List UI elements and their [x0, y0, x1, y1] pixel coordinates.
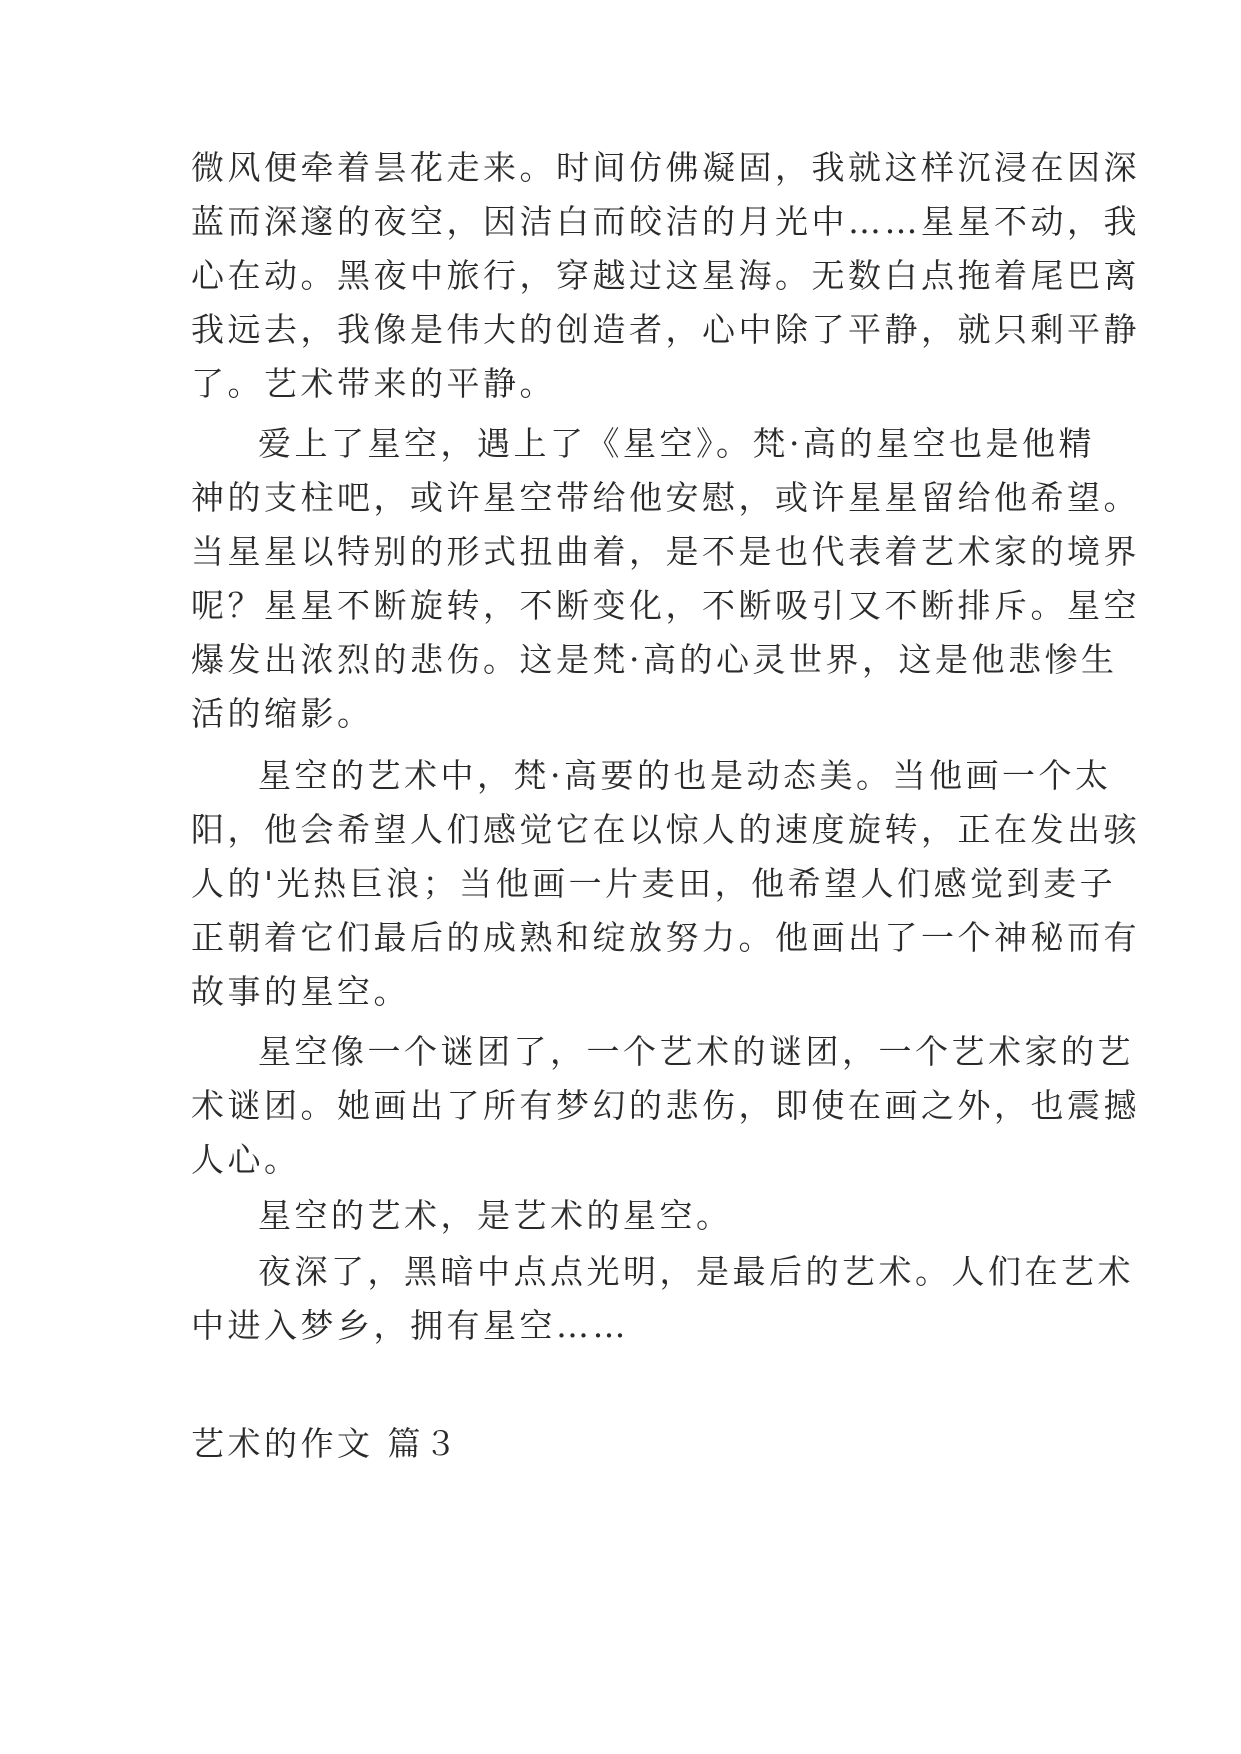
text-line: 神的支柱吧，或许星空带给他安慰，或许星星留给他希望。: [191, 478, 1140, 517]
text-line: 人心。: [191, 1140, 301, 1179]
text-line: 人的'光热巨浪；当他画一片麦田，他希望人们感觉到麦子: [191, 864, 1117, 903]
text-line: 星空的艺术中，梵·高要的也是动态美。当他画一个太: [258, 756, 1112, 795]
text-line: 活的缩影。: [191, 694, 374, 733]
text-line: 我远去，我像是伟大的创造者，心中除了平静，就只剩平静: [191, 310, 1140, 349]
text-line: 爱上了星空，遇上了《星空》。梵·高的星空也是他精: [258, 424, 1095, 463]
text-line: 星空像一个谜团了，一个艺术的谜团，一个艺术家的艺: [258, 1032, 1134, 1071]
text-line: 蓝而深邃的夜空，因洁白而皎洁的月光中……星星不动，我: [191, 202, 1140, 241]
text-line: 夜深了，黑暗中点点光明，是最后的艺术。人们在艺术: [258, 1252, 1134, 1291]
text-line: 了。艺术带来的平静。: [191, 364, 556, 403]
text-line: 阳，他会希望人们感觉它在以惊人的速度旋转，正在发出骇: [191, 810, 1140, 849]
text-line: 故事的星空。: [191, 972, 410, 1011]
text-line: 当星星以特别的形式扭曲着，是不是也代表着艺术家的境界: [191, 532, 1140, 571]
text-line: 术谜团。她画出了所有梦幻的悲伤，即使在画之外，也震撼: [191, 1086, 1140, 1125]
text-line: 呢？星星不断旋转，不断变化，不断吸引又不断排斥。星空: [191, 586, 1140, 625]
section-heading: 艺术的作文 篇３: [191, 1424, 461, 1463]
text-line: 爆发出浓烈的悲伤。这是梵·高的心灵世界，这是他悲惨生: [191, 640, 1118, 679]
text-line: 星空的艺术，是艺术的星空。: [258, 1196, 733, 1235]
text-line: 心在动。黑夜中旅行，穿越过这星海。无数白点拖着尾巴离: [191, 256, 1140, 295]
text-line: 微风便牵着昙花走来。时间仿佛凝固，我就这样沉浸在因深: [191, 148, 1140, 187]
text-line: 中进入梦乡，拥有星空……: [191, 1306, 629, 1345]
text-line: 正朝着它们最后的成熟和绽放努力。他画出了一个神秘而有: [191, 918, 1140, 957]
